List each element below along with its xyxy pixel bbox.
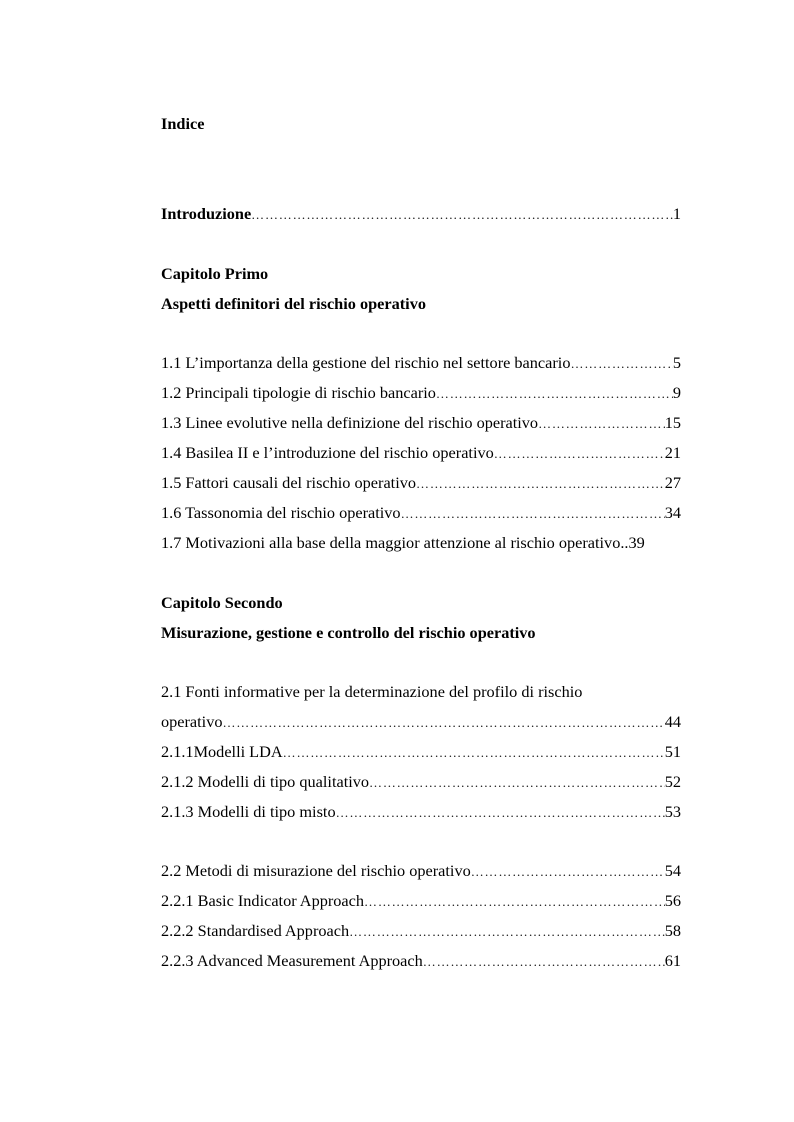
leader-dots	[251, 205, 673, 225]
toc-entry-page: 34	[664, 503, 681, 522]
toc-entry-title: 2.2.1 Basic Indicator Approach	[161, 891, 365, 910]
toc-entry-page: 56	[664, 891, 681, 910]
chapter-label: Capitolo Secondo	[161, 593, 283, 612]
toc-entry-title: 2.1.3 Modelli di tipo misto	[161, 802, 336, 821]
leader-dots	[222, 713, 664, 733]
toc-entry-page: 61	[664, 951, 681, 970]
leader-dots	[494, 444, 665, 464]
leader-dots	[423, 952, 665, 972]
toc-entry[interactable]	[161, 413, 681, 434]
toc-entry[interactable]	[161, 443, 681, 464]
toc-entry-title: 1.1 L’importanza della gestione del rischio nel settore bancario	[161, 353, 571, 372]
toc-entry-title: 2.2.2 Standardised Approach	[161, 921, 350, 940]
toc-entry-page: 53	[664, 802, 681, 821]
leader-dots	[570, 354, 672, 374]
toc-entry[interactable]	[161, 951, 681, 972]
toc-entry-title: Introduzione	[161, 204, 252, 223]
toc-entry[interactable]	[161, 772, 681, 793]
toc-entry-page: 5	[672, 353, 681, 372]
toc-entry-page: 15	[664, 413, 681, 432]
toc-entry[interactable]	[161, 802, 681, 823]
toc-entry[interactable]	[161, 921, 681, 942]
chapter-label: Capitolo Primo	[161, 264, 269, 283]
leader-dots	[538, 414, 665, 434]
leader-dots	[349, 922, 665, 942]
leader-dots	[416, 474, 665, 494]
toc-entry-title: operativo	[161, 712, 223, 731]
leader-dots	[283, 743, 665, 763]
leader-dots	[364, 892, 665, 912]
toc-entry-title: 2.2 Metodi di misurazione del rischio operativo	[161, 861, 471, 880]
toc-entry-title: 1.5 Fattori causali del rischio operativo	[161, 473, 417, 492]
toc-entry-page: 1	[672, 204, 681, 223]
toc-entry-title: 1.2 Principali tipologie di rischio bancario	[161, 383, 436, 402]
toc-entry-title: 1.3 Linee evolutive nella definizione del rischio operativo	[161, 413, 539, 432]
toc-entry[interactable]	[161, 383, 681, 404]
toc-entry-page: 39	[628, 533, 645, 552]
leader-dots	[369, 773, 665, 793]
toc-entry-title: 1.4 Basilea II e l’introduzione del rischio operativo	[161, 443, 494, 462]
toc-entry-title: 1.7 Motivazioni alla base della maggior attenzione al rischio operativo..	[161, 533, 629, 552]
leader-dots	[336, 803, 665, 823]
toc-entry[interactable]	[161, 861, 681, 882]
toc-entry[interactable]	[161, 473, 681, 494]
chapter-title: Aspetti definitori del rischio operativo	[161, 294, 426, 313]
toc-entry[interactable]	[161, 533, 681, 553]
toc-entry-page: 27	[664, 473, 681, 492]
toc-entry-title: 2.1.2 Modelli di tipo qualitativo	[161, 772, 370, 791]
toc-entry-page: 52	[664, 772, 681, 791]
toc-entry[interactable]	[161, 712, 681, 733]
toc-entry-introduzione[interactable]	[161, 204, 681, 225]
toc-entry[interactable]	[161, 742, 681, 763]
toc-entry-title-line: 2.1 Fonti informative per la determinazione del profilo di rischio	[161, 682, 583, 701]
toc-entry[interactable]	[161, 503, 681, 524]
toc-entry-page: 54	[664, 861, 681, 880]
toc-entry[interactable]	[161, 353, 681, 374]
toc-entry-page: 51	[664, 742, 681, 761]
toc-entry-page: 44	[664, 712, 681, 731]
toc-entry-title: 1.6 Tassonomia del rischio operativo	[161, 503, 401, 522]
page-title: Indice	[161, 114, 205, 133]
toc-entry-page: 58	[664, 921, 681, 940]
toc-entry-page: 21	[664, 443, 681, 462]
chapter-title: Misurazione, gestione e controllo del rischio operativo	[161, 623, 536, 642]
leader-dots	[401, 504, 665, 524]
leader-dots	[436, 384, 673, 404]
toc-entry[interactable]	[161, 891, 681, 912]
toc-entry-page: 9	[672, 383, 681, 402]
toc-entry-title: 2.2.3 Advanced Measurement Approach	[161, 951, 423, 970]
toc-entry-title: 2.1.1Modelli LDA	[161, 742, 283, 761]
leader-dots	[471, 862, 665, 882]
